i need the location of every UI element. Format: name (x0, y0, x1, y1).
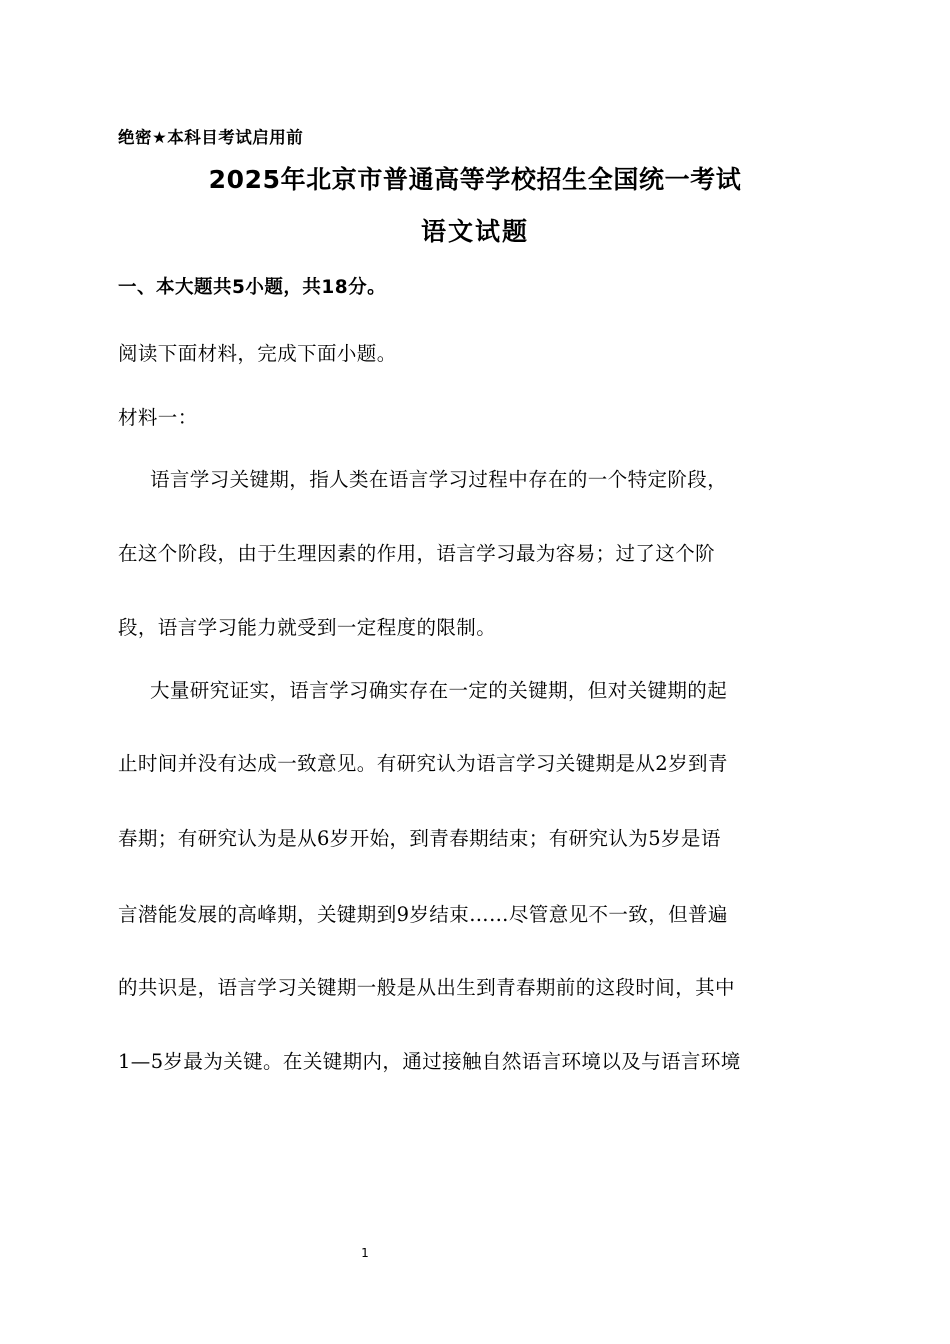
exam-title: 2025年北京市普通高等学校招生全国统一考试 (208, 165, 742, 194)
paragraph-line-5: 止时间并没有达成一致意见。有研究认为语言学习关键期是从2岁到青 (118, 752, 728, 775)
instruction-text: 阅读下面材料，完成下面小题。 (118, 342, 397, 365)
paragraph-line-4: 大量研究证实，语言学习确实存在一定的关键期，但对关键期的起 (150, 679, 728, 702)
material-label: 材料一： (118, 406, 198, 429)
paragraph-line-1: 语言学习关键期，指人类在语言学习过程中存在的一个特定阶段， (150, 468, 728, 491)
exam-subtitle: 语文试题 (420, 217, 529, 246)
section-heading: 一、本大题共5小题，共18分。 (118, 277, 387, 298)
paragraph-line-9: 1—5岁最为关键。在关键期内，通过接触自然语言环境以及与语言环境 (118, 1050, 741, 1073)
paragraph-line-2: 在这个阶段，由于生理因素的作用，语言学习最为容易；过了这个阶 (118, 542, 716, 565)
paragraph-line-8: 的共识是，语言学习关键期一般是从出生到青春期前的这段时间，其中 (118, 976, 735, 999)
secret-mark: 绝密★本科目考试启用前 (118, 128, 304, 147)
paragraph-line-6: 春期；有研究认为是从6岁开始，到青春期结束；有研究认为5岁是语 (118, 827, 721, 850)
paragraph-line-7: 言潜能发展的高峰期，关键期到9岁结束……尽管意见不一致，但普遍 (118, 903, 728, 926)
page-number: 1 (361, 1246, 369, 1260)
paragraph-line-3: 段，语言学习能力就受到一定程度的限制。 (118, 616, 497, 639)
